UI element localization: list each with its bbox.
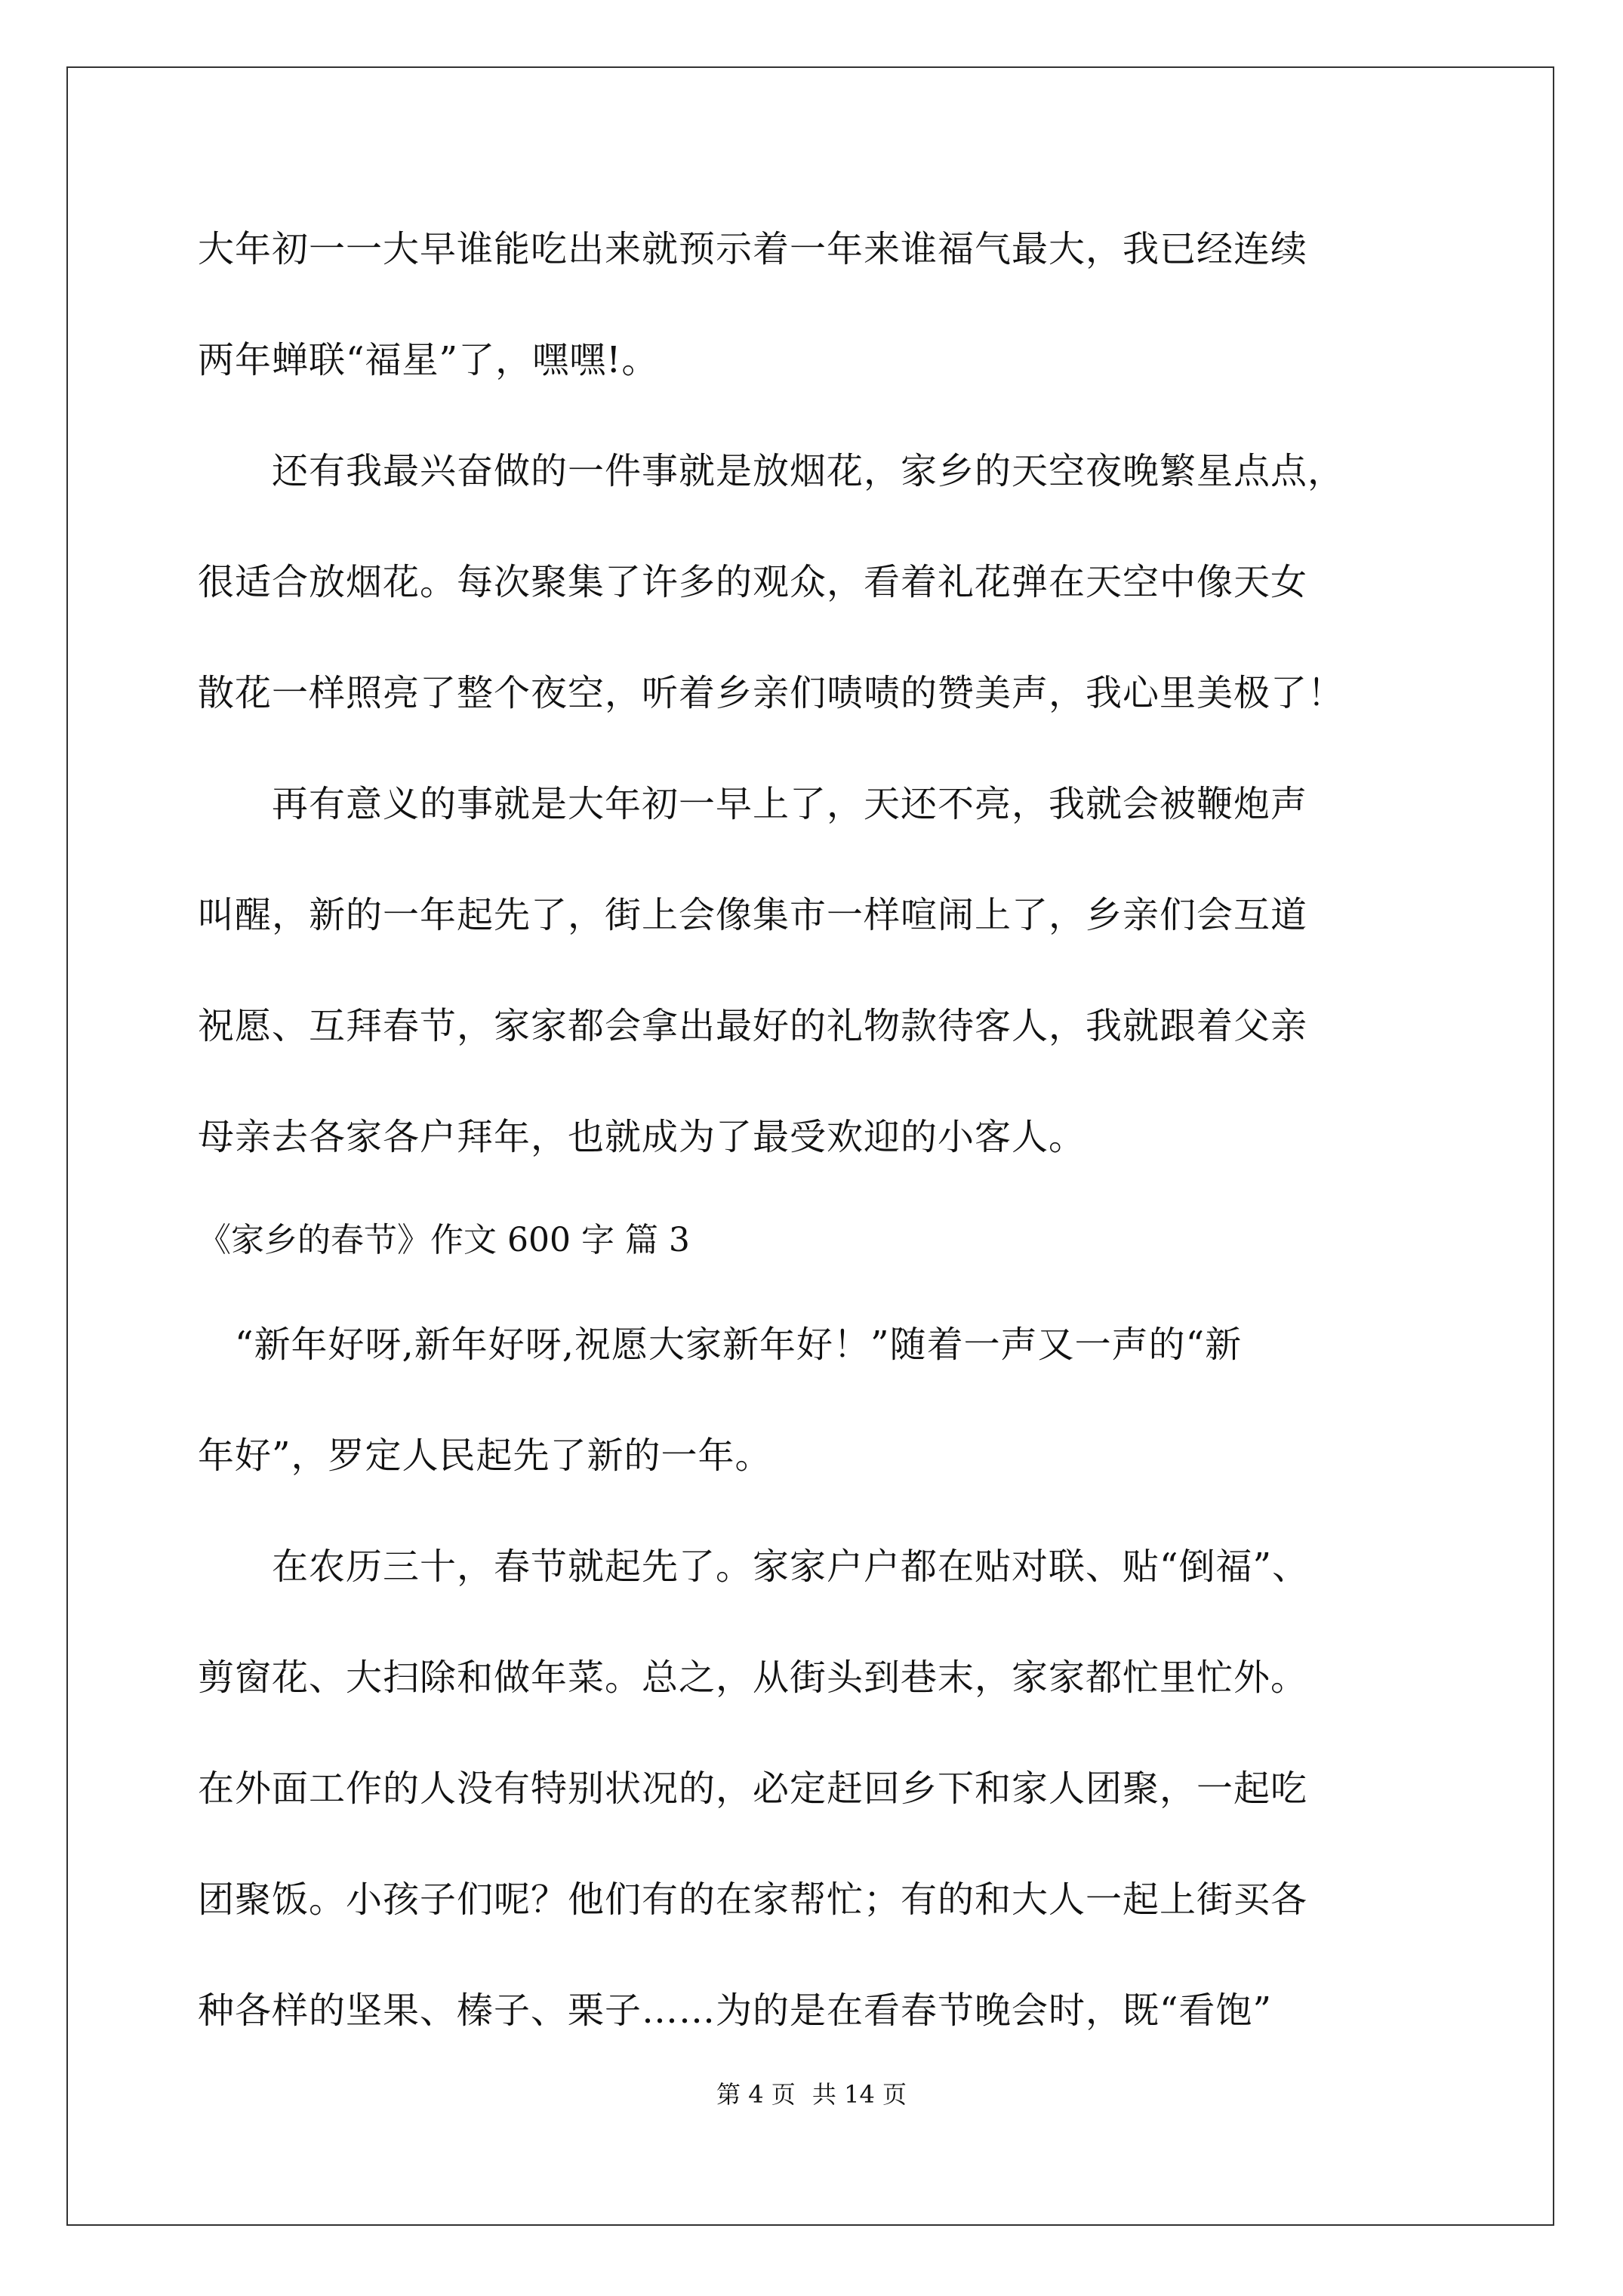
text-line: 祝愿、互拜春节，家家都会拿出最好的礼物款待客人，我就跟着父亲 [198,1005,1308,1047]
text-line: 剪窗花、大扫除和做年菜。总之，从街头到巷末，家家都忙里忙外。 [198,1657,1308,1699]
text-line: 两年蝉联“福星”了，嘿嘿!。 [198,339,659,381]
text-line: 还有我最兴奋做的一件事就是放烟花，家乡的天空夜晚繁星点点， [198,450,1345,492]
page-total: 共 14 页 [812,2080,907,2109]
text-line: 叫醒，新的一年起先了，街上会像集市一样喧闹上了，乡亲们会互道 [198,894,1308,936]
text-line: “新年好呀,新年好呀,祝愿大家新年好！”随着一声又一声的“新 [198,1324,1243,1366]
section-heading: 《家乡的春节》作文 600 字 篇 3 [198,1221,690,1259]
page-number: 第 4 页 [716,2080,796,2109]
text-line: 种各样的坚果、榛子、栗子……为的是在看春节晚会时，既“看饱” [198,1989,1273,2032]
page-footer [0,2079,1623,2110]
text-line: 再有意义的事就是大年初一早上了，天还不亮，我就会被鞭炮声 [198,783,1308,825]
text-line: 散花一样照亮了整个夜空，听着乡亲们啧啧的赞美声，我心里美极了！ [198,672,1345,714]
text-line: 在外面工作的人没有特别状况的，必定赶回乡下和家人团聚，一起吃 [198,1767,1308,1810]
text-line: 团聚饭。小孩子们呢？他们有的在家帮忙；有的和大人一起上街买各 [198,1878,1308,1921]
text-line: 很适合放烟花。每次聚集了许多的观众，看着礼花弹在天空中像天女 [198,561,1308,603]
text-line: 在农历三十，春节就起先了。家家户户都在贴对联、贴“倒福”、 [198,1546,1310,1588]
text-line: 年好”，罗定人民起先了新的一年。 [198,1435,772,1477]
text-line: 大年初一一大早谁能吃出来就预示着一年来谁福气最大，我已经连续 [198,228,1308,270]
text-line: 母亲去各家各户拜年，也就成为了最受欢迎的小客人。 [198,1116,1086,1158]
